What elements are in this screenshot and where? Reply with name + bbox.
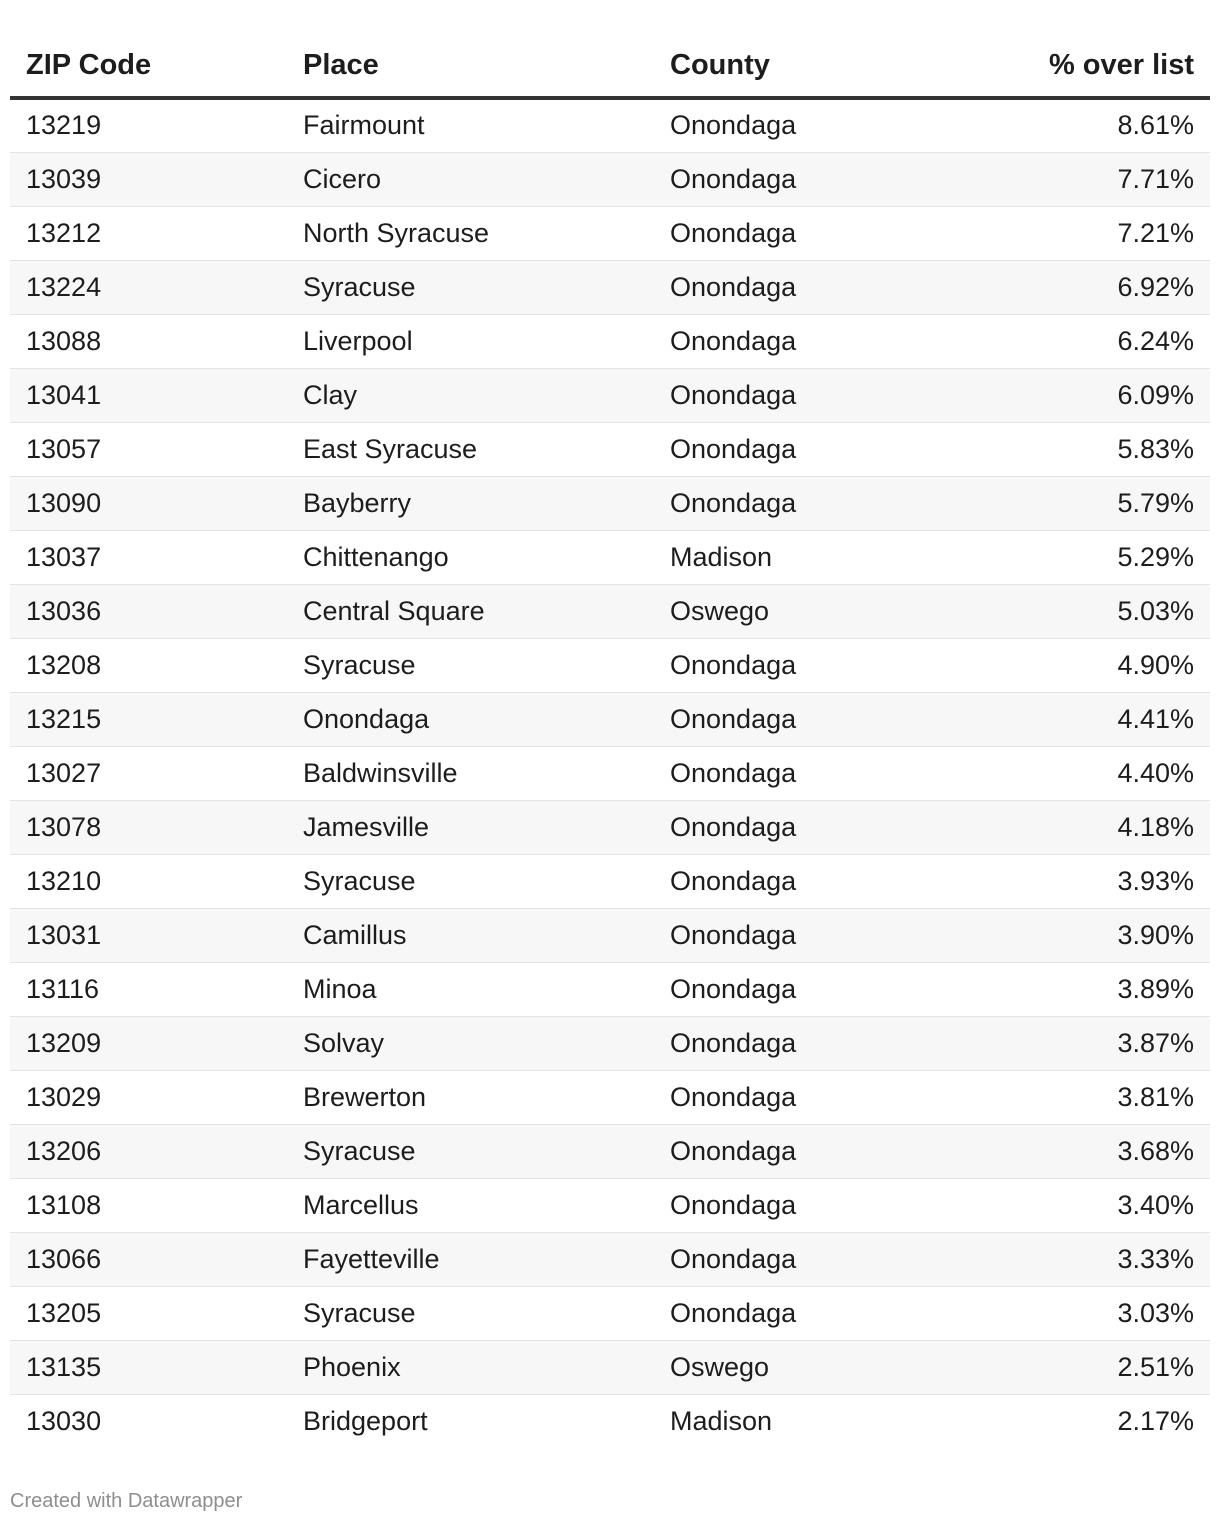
place-cell: Baldwinsville xyxy=(287,746,654,800)
zip-code-cell: 13041 xyxy=(10,368,287,422)
place-cell: Syracuse xyxy=(287,260,654,314)
table-header xyxy=(10,26,1210,98)
zip-code-cell: 13031 xyxy=(10,908,287,962)
zip-code-cell: 13037 xyxy=(10,530,287,584)
county-cell: Onondaga xyxy=(654,1070,954,1124)
place-cell: Clay xyxy=(287,368,654,422)
place-cell: Fayetteville xyxy=(287,1232,654,1286)
county-cell: Oswego xyxy=(654,584,954,638)
table-row xyxy=(10,800,1210,854)
place-cell: Solvay xyxy=(287,1016,654,1070)
zip-code-table xyxy=(10,26,1210,1448)
county-cell: Onondaga xyxy=(654,1016,954,1070)
county-cell: Onondaga xyxy=(654,1178,954,1232)
county-cell: Madison xyxy=(654,530,954,584)
percent-over-list-cell: 3.40% xyxy=(954,1178,1210,1232)
county-cell: Onondaga xyxy=(654,1124,954,1178)
column-header-county[interactable]: County xyxy=(654,26,954,98)
county-cell: Onondaga xyxy=(654,422,954,476)
percent-over-list-cell: 3.81% xyxy=(954,1070,1210,1124)
county-cell: Onondaga xyxy=(654,152,954,206)
county-cell: Onondaga xyxy=(654,908,954,962)
county-cell: Onondaga xyxy=(654,368,954,422)
data-table-container xyxy=(10,26,1210,1448)
zip-code-cell: 13030 xyxy=(26,1405,102,1436)
zip-code-cell: 13057 xyxy=(10,422,287,476)
county-cell: Onondaga xyxy=(654,1286,954,1340)
table-row xyxy=(10,638,1210,692)
percent-over-list-cell: 4.90% xyxy=(954,638,1210,692)
table-row xyxy=(10,1286,1210,1340)
place-cell: Syracuse xyxy=(287,1124,654,1178)
table-row xyxy=(10,530,1210,584)
column-header-place[interactable]: Place xyxy=(287,26,654,98)
zip-code-cell: 13108 xyxy=(10,1178,287,1232)
place-cell: Chittenango xyxy=(287,530,654,584)
table-row xyxy=(10,584,1210,638)
percent-over-list-cell: 5.03% xyxy=(954,584,1210,638)
table-row xyxy=(10,1232,1210,1286)
table-row xyxy=(10,206,1210,260)
place-cell: East Syracuse xyxy=(287,422,654,476)
county-cell: Onondaga xyxy=(654,260,954,314)
table-row xyxy=(10,1016,1210,1070)
percent-over-list-cell: 3.03% xyxy=(954,1286,1210,1340)
table-row xyxy=(10,1178,1210,1232)
place-cell: Jamesville xyxy=(287,800,654,854)
place-cell: Fairmount xyxy=(287,98,654,152)
table-row xyxy=(10,476,1210,530)
county-cell: Onondaga xyxy=(654,314,954,368)
county-cell: Onondaga xyxy=(654,800,954,854)
header-row xyxy=(10,26,1210,98)
county-cell: Onondaga xyxy=(654,98,954,152)
percent-over-list-cell: 5.83% xyxy=(954,422,1210,476)
datawrapper-credit: Created with Datawrapper xyxy=(10,1490,243,1512)
percent-over-list-cell: 8.61% xyxy=(954,98,1210,152)
county-cell: Onondaga xyxy=(654,692,954,746)
zip-code-cell: 13224 xyxy=(10,260,287,314)
table-row xyxy=(10,1070,1210,1124)
percent-over-list-cell: 7.21% xyxy=(954,206,1210,260)
table-row xyxy=(10,692,1210,746)
place-cell: Central Square xyxy=(287,584,654,638)
county-cell: Madison xyxy=(670,1405,773,1436)
table-row xyxy=(10,908,1210,962)
place-cell: Bayberry xyxy=(287,476,654,530)
zip-code-cell: 13205 xyxy=(10,1286,287,1340)
place-cell: Liverpool xyxy=(287,314,654,368)
county-cell: Onondaga xyxy=(654,746,954,800)
place-cell: Phoenix xyxy=(287,1340,654,1394)
percent-over-list-cell: 6.09% xyxy=(954,368,1210,422)
percent-over-list-cell: 5.79% xyxy=(954,476,1210,530)
table-row xyxy=(10,854,1210,908)
percent-over-list-cell: 6.24% xyxy=(954,314,1210,368)
percent-over-list-cell: 4.40% xyxy=(954,746,1210,800)
zip-code-cell: 13116 xyxy=(10,962,287,1016)
table-row xyxy=(10,260,1210,314)
zip-code-cell: 13215 xyxy=(10,692,287,746)
zip-code-cell: 13078 xyxy=(10,800,287,854)
place-cell: Syracuse xyxy=(287,854,654,908)
county-cell: Onondaga xyxy=(654,962,954,1016)
column-header-percent-over-list[interactable]: % over list xyxy=(954,26,1210,98)
place-cell: Onondaga xyxy=(287,692,654,746)
county-cell: Onondaga xyxy=(654,476,954,530)
zip-code-cell: 13036 xyxy=(10,584,287,638)
percent-over-list-cell: 4.18% xyxy=(954,800,1210,854)
county-cell: Onondaga xyxy=(654,206,954,260)
table-row xyxy=(10,368,1210,422)
percent-over-list-cell: 7.71% xyxy=(954,152,1210,206)
table-row xyxy=(10,152,1210,206)
county-cell: Onondaga xyxy=(654,1232,954,1286)
zip-code-cell: 13039 xyxy=(10,152,287,206)
place-cell: Marcellus xyxy=(287,1178,654,1232)
place-cell: North Syracuse xyxy=(287,206,654,260)
percent-over-list-cell: 2.17% xyxy=(1117,1405,1194,1436)
table-row xyxy=(10,422,1210,476)
zip-code-cell: 13210 xyxy=(10,854,287,908)
percent-over-list-cell: 3.90% xyxy=(954,908,1210,962)
table-row xyxy=(10,314,1210,368)
place-cell: Camillus xyxy=(287,908,654,962)
place-cell: Bridgeport xyxy=(303,1405,428,1436)
zip-code-cell: 13208 xyxy=(10,638,287,692)
place-cell: Syracuse xyxy=(287,1286,654,1340)
zip-code-cell: 13088 xyxy=(10,314,287,368)
table-row xyxy=(10,1394,1210,1448)
table-row xyxy=(10,962,1210,1016)
zip-code-cell: 13066 xyxy=(10,1232,287,1286)
zip-code-cell: 13206 xyxy=(10,1124,287,1178)
percent-over-list-cell: 3.68% xyxy=(954,1124,1210,1178)
percent-over-list-cell: 3.89% xyxy=(954,962,1210,1016)
percent-over-list-cell: 6.92% xyxy=(954,260,1210,314)
zip-code-cell: 13029 xyxy=(10,1070,287,1124)
percent-over-list-cell: 3.33% xyxy=(954,1232,1210,1286)
table-row xyxy=(10,98,1210,152)
zip-code-cell: 13090 xyxy=(10,476,287,530)
percent-over-list-cell: 5.29% xyxy=(954,530,1210,584)
percent-over-list-cell: 3.93% xyxy=(954,854,1210,908)
place-cell: Brewerton xyxy=(287,1070,654,1124)
county-cell: Onondaga xyxy=(654,638,954,692)
percent-over-list-cell: 3.87% xyxy=(954,1016,1210,1070)
place-cell: Syracuse xyxy=(287,638,654,692)
table-row xyxy=(10,746,1210,800)
zip-code-cell: 13135 xyxy=(10,1340,287,1394)
zip-code-cell: 13209 xyxy=(10,1016,287,1070)
table-row xyxy=(10,1124,1210,1178)
place-cell: Cicero xyxy=(287,152,654,206)
zip-code-cell: 13212 xyxy=(10,206,287,260)
percent-over-list-cell: 2.51% xyxy=(954,1340,1210,1394)
zip-code-cell: 13219 xyxy=(10,98,287,152)
county-cell: Onondaga xyxy=(654,854,954,908)
place-cell: Minoa xyxy=(287,962,654,1016)
percent-over-list-cell: 4.41% xyxy=(954,692,1210,746)
zip-code-cell: 13027 xyxy=(10,746,287,800)
column-header-zip-code[interactable]: ZIP Code xyxy=(10,26,287,98)
table-row xyxy=(10,1340,1210,1394)
table-body xyxy=(10,98,1210,1448)
county-cell: Oswego xyxy=(654,1340,954,1394)
